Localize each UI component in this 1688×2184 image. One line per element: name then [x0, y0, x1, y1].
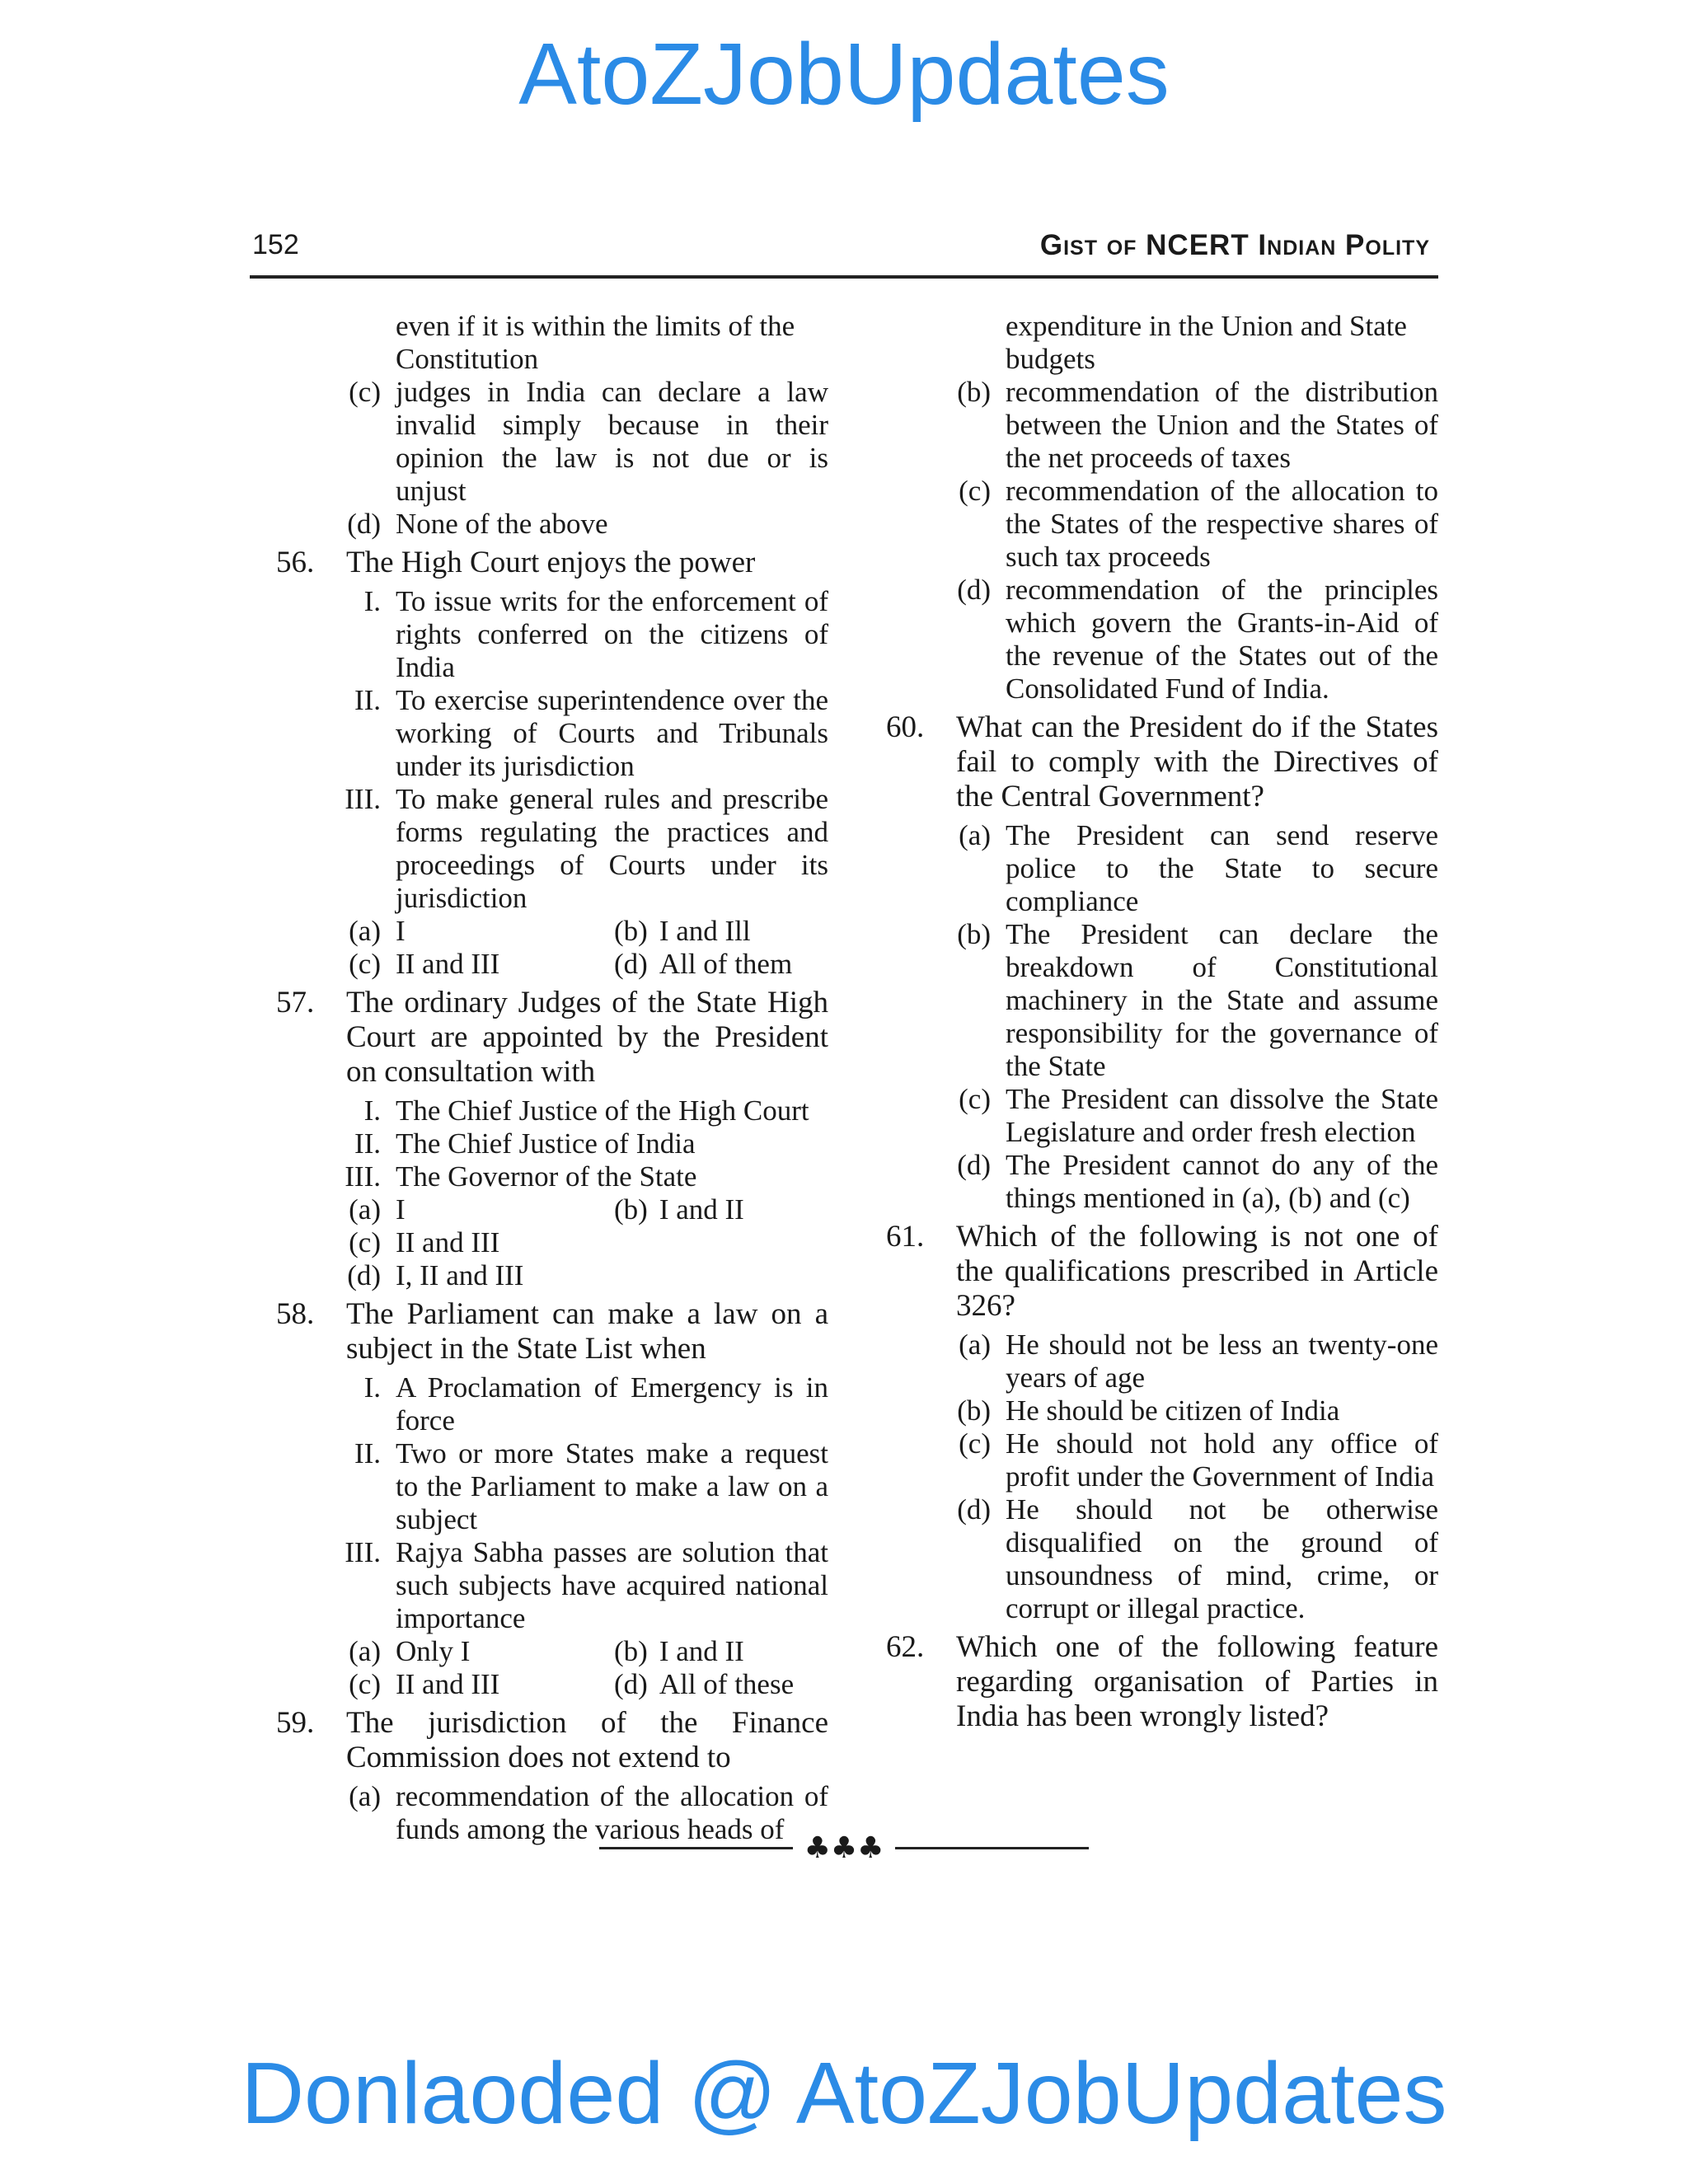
- option-mark: (a): [349, 915, 381, 947]
- option-a: [886, 819, 1438, 918]
- option-c: [276, 376, 828, 508]
- statement-text: The Chief Justice of India: [396, 1127, 696, 1160]
- question-number: 61.: [886, 1220, 925, 1254]
- end-ornament: [0, 1831, 1688, 1865]
- option-text: He should not hold any office of profit under the Government of India: [1006, 1427, 1438, 1493]
- option-mark: (b): [957, 376, 991, 408]
- watermark-top: AtoZJobUpdates: [518, 26, 1170, 123]
- option-mark: (d): [614, 1668, 648, 1700]
- option-c: [886, 1083, 1438, 1149]
- question-number: 59.: [276, 1706, 315, 1740]
- statement-text: The Chief Justice of the High Court: [396, 1094, 809, 1127]
- statement-mark: II.: [354, 1437, 381, 1469]
- statement: [276, 1437, 828, 1536]
- continued-option-text: expenditure in the Union and State budgets: [1006, 310, 1407, 375]
- option-text: II and III: [396, 948, 500, 980]
- statement-text: The Governor of the State: [396, 1160, 697, 1193]
- option-text: He should not be otherwise disqualified on the ground of unsoundness of mind, crime, or corrupt or illegal practice.: [1006, 1493, 1438, 1624]
- statement: [276, 1371, 828, 1437]
- option-mark: (a): [349, 1780, 381, 1812]
- question-text: The High Court enjoys the power: [346, 546, 756, 579]
- option-mark: (c): [959, 1427, 991, 1460]
- option-text: recommendation of the allocation to the States of the respective shares of such tax proceeds: [1006, 475, 1438, 573]
- question-56: [276, 546, 828, 580]
- question-text: The ordinary Judges of the State High Court are appointed by the President on consultation with: [346, 986, 828, 1089]
- continued-option-text: [276, 310, 828, 376]
- question-60: [886, 710, 1438, 814]
- statement-mark: III.: [345, 1536, 381, 1568]
- option-text: He should be citizen of India: [1006, 1394, 1340, 1427]
- option-mark: (b): [957, 1394, 991, 1427]
- option-mark: (d): [614, 948, 648, 980]
- statement-mark: III.: [345, 1160, 381, 1193]
- option-text: The President cannot do any of the things mentioned in (a), (b) and (c): [1006, 1149, 1438, 1214]
- option-mark: (b): [614, 1635, 648, 1667]
- option-text: II and III: [396, 1226, 500, 1258]
- option-mark: (c): [349, 1226, 381, 1258]
- option-text: Only I: [396, 1635, 471, 1667]
- statement: [276, 1160, 828, 1193]
- divider-line: [895, 1847, 1089, 1849]
- option-text: recommendation of the principles which govern the Grants-in-Aid of the revenue of the States out of the Consolidated Fund of India.: [1006, 574, 1438, 705]
- option-text: The President can dissolve the State Legislature and order fresh election: [1006, 1083, 1438, 1148]
- question-number: 60.: [886, 710, 925, 744]
- divider-line: [599, 1847, 793, 1849]
- option-mark: (d): [957, 1149, 991, 1181]
- right-column: [886, 310, 1438, 1739]
- question-text: Which of the following is not one of the qualifications prescribed in Article 326?: [956, 1220, 1438, 1323]
- option-text: The President can declare the breakdown of Constitutional machinery in the State and assume responsibility for the governance of the State: [1006, 918, 1438, 1082]
- statement-mark: I.: [363, 1094, 381, 1127]
- question-text: What can the President do if the States fail to comply with the Directives of the Central Government?: [956, 710, 1438, 813]
- running-title: Gist of NCERT Indian Polity: [1039, 229, 1430, 261]
- option-pair: [276, 915, 828, 948]
- option-text: All of them: [659, 948, 793, 980]
- question-58: [276, 1297, 828, 1366]
- option-mark: (d): [347, 1259, 381, 1291]
- statement-text: To issue writs for the enforcement of rights conferred on the citizens of India: [396, 585, 828, 683]
- option-b: [886, 1394, 1438, 1427]
- option-text: All of these: [659, 1668, 795, 1700]
- option-pair: [276, 1193, 828, 1226]
- option-c: [886, 1427, 1438, 1493]
- statement-text: Rajya Sabha passes are solution that such subjects have acquired national importance: [396, 1536, 828, 1634]
- question-number: 56.: [276, 546, 315, 579]
- question-62: [886, 1630, 1438, 1734]
- statement-mark: II.: [354, 684, 381, 716]
- text-line: Constitution: [396, 343, 539, 375]
- question-text: The jurisdiction of the Finance Commission does not extend to: [346, 1706, 828, 1774]
- option-mark: (a): [349, 1635, 381, 1667]
- option-d: [276, 508, 828, 541]
- option-mark: (d): [347, 508, 381, 540]
- option-c: [276, 1226, 828, 1259]
- option-text: judges in India can declare a law invalid simply because in their opinion the law is not due or is unjust: [396, 376, 828, 507]
- option-mark: (c): [349, 376, 381, 408]
- option-text: recommendation of the allocation of funds among the various heads of: [396, 1780, 828, 1845]
- option-text: He should not be less an twenty-one years of age: [1006, 1329, 1438, 1394]
- option-pair: [276, 948, 828, 981]
- option-text: The President can send reserve police to the State to secure compliance: [1006, 819, 1438, 917]
- page-header: [250, 226, 1438, 279]
- statement-mark: II.: [354, 1127, 381, 1160]
- option-text: I: [396, 1193, 406, 1226]
- option-d: [886, 574, 1438, 705]
- statement: [276, 1127, 828, 1160]
- option-text: I and Ill: [659, 915, 751, 947]
- statement-mark: III.: [345, 783, 381, 815]
- question-number: 62.: [886, 1630, 925, 1664]
- option-text: None of the above: [396, 508, 608, 540]
- option-text: I and II: [659, 1193, 744, 1226]
- statement-text: To make general rules and prescribe forms regulating the practices and proceedings of Courts under its jurisdiction: [396, 783, 828, 914]
- option-c: [886, 475, 1438, 574]
- statement-mark: I.: [363, 585, 381, 617]
- watermark-bottom: Donlaoded @ AtoZJobUpdates: [241, 2045, 1447, 2142]
- statement-text: Two or more States make a request to the Parliament to make a law on a subject: [396, 1437, 828, 1535]
- option-mark: (c): [349, 1668, 381, 1700]
- option-text: I: [396, 915, 406, 947]
- option-mark: (d): [957, 574, 991, 606]
- option-d: [886, 1493, 1438, 1625]
- option-b: [886, 376, 1438, 475]
- option-mark: (c): [349, 948, 381, 980]
- statement: [276, 1536, 828, 1635]
- clubs-ornament-icon: ♣♣♣: [804, 1831, 884, 1865]
- text-line: even if it is within the limits of the: [396, 310, 795, 342]
- question-59: [276, 1706, 828, 1775]
- question-text: The Parliament can make a law on a subject in the State List when: [346, 1297, 828, 1366]
- option-pair: [276, 1635, 828, 1668]
- statement: [276, 783, 828, 915]
- option-d: [886, 1149, 1438, 1215]
- option-mark: (a): [959, 819, 991, 851]
- question-57: [276, 986, 828, 1090]
- option-text: recommendation of the distribution between the Union and the States of the net proceeds of taxes: [1006, 376, 1438, 474]
- option-mark: (b): [957, 918, 991, 950]
- question-number: 58.: [276, 1297, 315, 1331]
- option-text: I, II and III: [396, 1259, 524, 1291]
- option-pair: [276, 1668, 828, 1701]
- statement-text: A Proclamation of Emergency is in force: [396, 1371, 828, 1436]
- option-d: [276, 1259, 828, 1292]
- option-mark: (d): [957, 1493, 991, 1526]
- option-mark: (c): [959, 1083, 991, 1115]
- option-mark: (c): [959, 475, 991, 507]
- question-number: 57.: [276, 986, 315, 1019]
- option-text: I and II: [659, 1635, 744, 1667]
- statement: [276, 684, 828, 783]
- statement: [276, 585, 828, 684]
- option-a: [886, 1329, 1438, 1394]
- statement-text: To exercise superintendence over the working of Courts and Tribunals under its jurisdiction: [396, 684, 828, 782]
- option-mark: (a): [959, 1329, 991, 1361]
- option-mark: (b): [614, 915, 648, 947]
- statement-mark: I.: [363, 1371, 381, 1404]
- page-number: 152: [252, 229, 299, 260]
- question-text: Which one of the following feature regarding organisation of Parties in India has been wrongly listed?: [956, 1630, 1438, 1733]
- option-mark: (b): [614, 1193, 648, 1226]
- option-b: [886, 918, 1438, 1083]
- question-61: [886, 1220, 1438, 1324]
- option-text: II and III: [396, 1668, 500, 1700]
- left-column: [276, 310, 828, 1846]
- option-mark: (a): [349, 1193, 381, 1226]
- statement: [276, 1094, 828, 1127]
